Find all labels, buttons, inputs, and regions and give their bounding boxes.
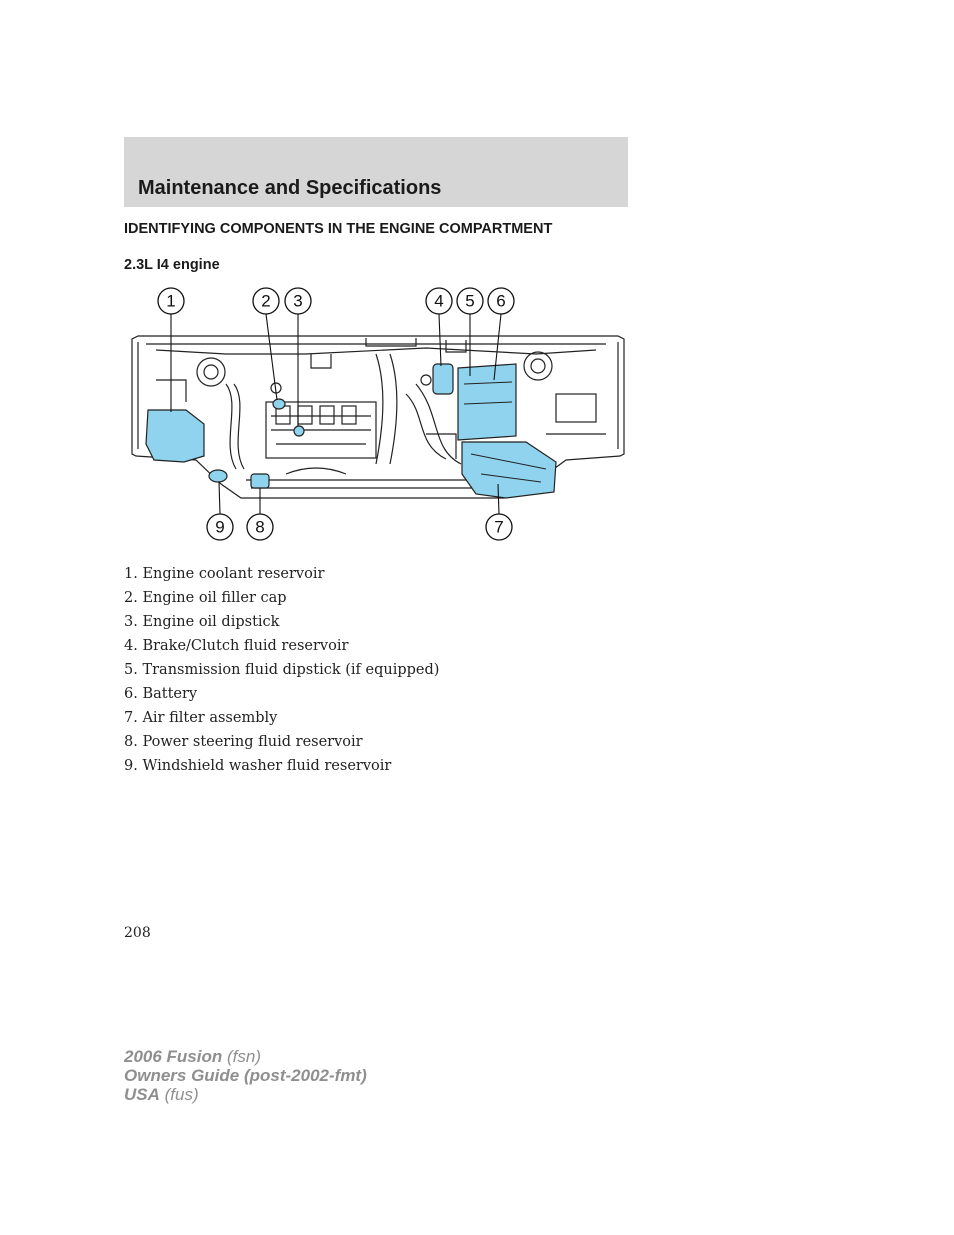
component-legend bbox=[124, 564, 439, 780]
footer-guide: Owners Guide (post-2002-fmt) bbox=[124, 1066, 367, 1085]
legend-item: 7. Air filter assembly bbox=[124, 710, 278, 726]
footer-market: USA bbox=[124, 1085, 160, 1104]
callout-label: 1 bbox=[166, 291, 176, 311]
legend-item: 4. Brake/Clutch fluid reservoir bbox=[124, 638, 349, 654]
footer-model: 2006 Fusion bbox=[124, 1047, 223, 1066]
footer-line-1 bbox=[124, 1047, 367, 1066]
legend-item: 6. Battery bbox=[124, 686, 198, 702]
section-title: Maintenance and Specifications bbox=[138, 177, 442, 199]
engine-subheading: 2.3L I4 engine bbox=[124, 257, 220, 273]
legend-item: 5. Transmission fluid dipstick (if equipped) bbox=[124, 662, 440, 678]
washer-fluid-reservoir-shape bbox=[209, 470, 227, 482]
oil-dipstick-shape bbox=[294, 426, 304, 436]
legend-item: 2. Engine oil filler cap bbox=[124, 590, 287, 606]
document-footer bbox=[124, 1047, 367, 1104]
callout-label: 3 bbox=[293, 291, 303, 311]
legend-item: 3. Engine oil dipstick bbox=[124, 614, 280, 630]
callout-label: 5 bbox=[465, 291, 475, 311]
oil-filler-cap-shape bbox=[273, 399, 285, 409]
footer-model-code: (fsn) bbox=[227, 1047, 261, 1066]
engine-compartment-diagram bbox=[126, 284, 630, 546]
callout-label: 9 bbox=[215, 517, 225, 537]
callout-label: 6 bbox=[496, 291, 506, 311]
legend-item: 1. Engine coolant reservoir bbox=[124, 566, 325, 582]
footer-market-code: (fus) bbox=[164, 1085, 199, 1104]
callout-label: 8 bbox=[255, 517, 265, 537]
page-number: 208 bbox=[124, 925, 151, 941]
callout-label: 2 bbox=[261, 291, 271, 311]
legend-item: 9. Windshield washer fluid reservoir bbox=[124, 758, 392, 774]
coolant-reservoir-shape bbox=[146, 410, 204, 462]
legend-item: 8. Power steering fluid reservoir bbox=[124, 734, 363, 750]
highlighted-components bbox=[146, 364, 556, 498]
air-filter-shape bbox=[462, 442, 556, 498]
brake-fluid-reservoir-shape bbox=[433, 364, 453, 394]
footer-line-3 bbox=[124, 1085, 367, 1104]
callout-label: 4 bbox=[434, 291, 444, 311]
power-steering-reservoir-shape bbox=[251, 474, 269, 488]
page-heading: IDENTIFYING COMPONENTS IN THE ENGINE COMPARTMENT bbox=[124, 221, 553, 237]
footer-line-2 bbox=[124, 1066, 367, 1085]
callout-label: 7 bbox=[494, 517, 504, 537]
